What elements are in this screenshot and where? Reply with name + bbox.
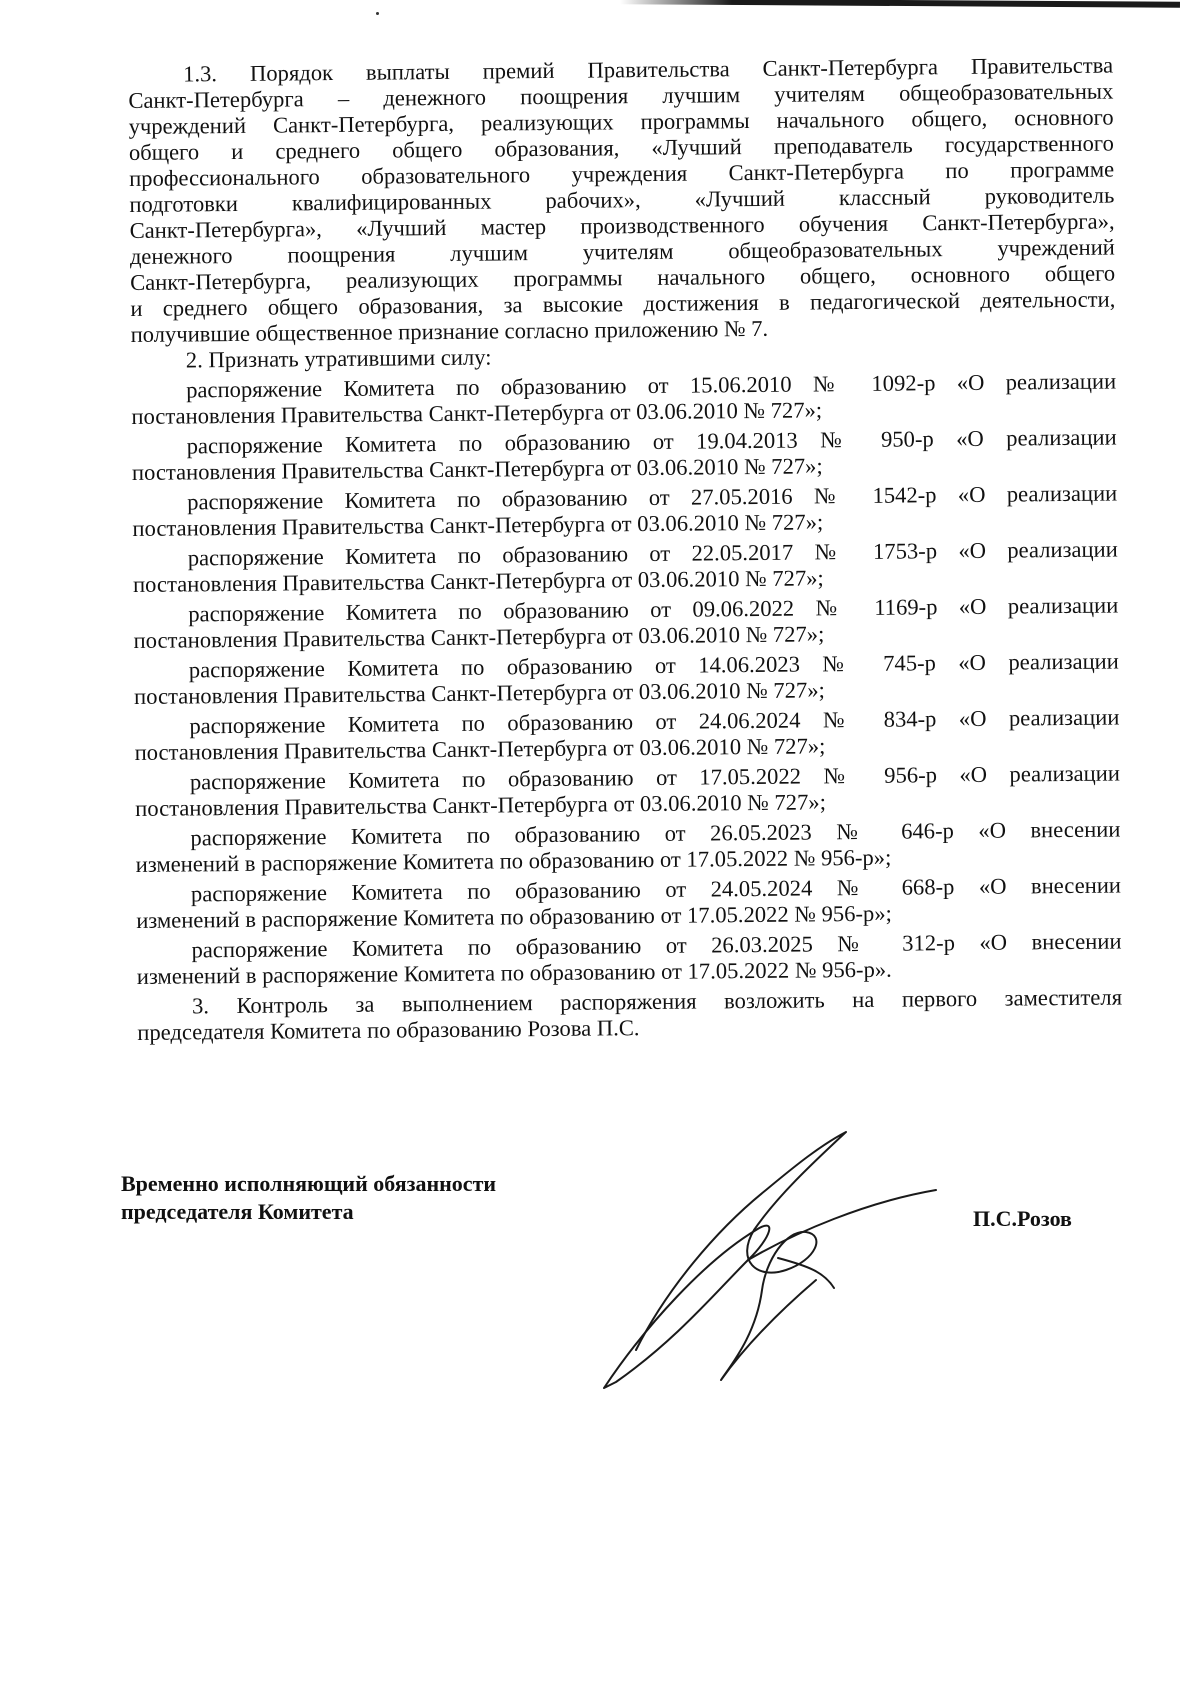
scan-speck — [376, 12, 379, 15]
paragraph-line: и среднего общего образования, за высокие достижения в педагогической деятельности, — [130, 286, 1116, 321]
paragraph-line: Санкт-Петербурга, реализующих программы начального общего, основного общего — [129, 260, 1116, 295]
paragraph-line: 3. Контроль за выполнением распоряжения возложить на первого заместителя — [191, 984, 1123, 1019]
signatory-title-line: председателя Комитета — [121, 1199, 354, 1224]
list-item-line: распоряжение Комитета по образованию от 26.03.2025 № 312-р «О внесении — [191, 928, 1122, 963]
signature-block — [121, 1170, 1121, 1410]
paragraph-line: подготовки квалифицированных рабочих», «Лучший классный руководитель — [129, 182, 1115, 217]
signatory-title-line: Временно исполняющий обязанности — [121, 1171, 497, 1196]
signatory-title — [121, 1170, 496, 1226]
handwritten-signature — [516, 1120, 956, 1410]
paragraph-line: денежного поощрения лучшим учителям общеобразовательных учреждений — [129, 234, 1115, 269]
list-item — [136, 873, 1121, 934]
list-item — [133, 537, 1118, 598]
list-item — [134, 649, 1119, 710]
section-3 — [137, 985, 1122, 1046]
paragraph-line: общего и среднего общего образования, «Лучший преподаватель государственного — [128, 130, 1114, 165]
list-item-line: изменений в распоряжение Комитета по образованию от 17.05.2022 № 956-р»; — [135, 844, 892, 877]
paragraph-line: профессионального образовательного учреждения Санкт-Петербурга по программе — [128, 156, 1115, 191]
list-item-line: распоряжение Комитета по образованию от 17.05.2022 № 956-р «О реализации — [189, 760, 1120, 795]
section-2-heading: 2. Признать утратившими силу: — [185, 344, 492, 373]
repealed-orders-list — [131, 369, 1122, 990]
list-item-line: распоряжение Комитета по образованию от 22.05.2017 № 1753-р «О реализации — [187, 536, 1118, 571]
paragraph-line: Санкт-Петербурга – денежного поощрения лучшим учителям общеобразовательных — [128, 78, 1114, 113]
document-body — [128, 53, 1122, 1046]
list-item-line: изменений в распоряжение Комитета по образованию от 17.05.2022 № 956-р»; — [136, 900, 892, 933]
paragraph-line: председателя Комитета по образованию Розова П.С. — [137, 1015, 640, 1045]
list-item-line: постановления Правительства Санкт-Петербурга от 03.06.2010 № 727»; — [132, 565, 824, 597]
signatory-name: П.С.Розов — [973, 1206, 1072, 1231]
list-item-line: распоряжение Комитета по образованию от 19.04.2013 № 950-р «О реализации — [186, 424, 1117, 459]
list-item — [133, 593, 1118, 654]
list-item — [132, 425, 1117, 486]
list-item-line: распоряжение Комитета по образованию от 24.06.2024 № 834-р «О реализации — [189, 704, 1120, 739]
list-item-line: постановления Правительства Санкт-Петербурга от 03.06.2010 № 727»; — [133, 621, 825, 653]
paragraph-line: получившие общественное признание согласно приложению № 7. — [130, 315, 769, 347]
paragraph-line: 1.3. Порядок выплаты премий Правительства Санкт-Петербурга Правительства — [182, 52, 1114, 87]
paragraph-line: учреждений Санкт-Петербурга, реализующих программы начального общего, основного — [128, 104, 1114, 139]
list-item-line: постановления Правительства Санкт-Петербурга от 03.06.2010 № 727»; — [133, 677, 825, 709]
list-item — [134, 705, 1119, 766]
list-item — [135, 817, 1120, 878]
list-item-line: распоряжение Комитета по образованию от 27.05.2016 № 1542-р «О реализации — [187, 480, 1118, 515]
list-item-line: распоряжение Комитета по образованию от 15.06.2010 № 1092-р «О реализации — [186, 368, 1117, 403]
list-item-line: распоряжение Комитета по образованию от 09.06.2022 № 1169-р «О реализации — [188, 592, 1119, 627]
list-item — [132, 481, 1117, 542]
list-item-line: постановления Правительства Санкт-Петербурга от 03.06.2010 № 727»; — [131, 397, 823, 429]
list-item-line: изменений в распоряжение Комитета по образованию от 17.05.2022 № 956-р». — [136, 956, 892, 989]
list-item — [136, 929, 1121, 990]
list-item-line: распоряжение Комитета по образованию от 14.06.2023 № 745-р «О реализации — [188, 648, 1119, 683]
paragraph-line: Санкт-Петербурга», «Лучший мастер производственного обучения Санкт-Петербурга», — [129, 208, 1115, 243]
list-item-line: постановления Правительства Санкт-Петербурга от 03.06.2010 № 727»; — [134, 733, 826, 765]
list-item-line: постановления Правительства Санкт-Петербурга от 03.06.2010 № 727»; — [131, 453, 823, 485]
list-item-line: постановления Правительства Санкт-Петербурга от 03.06.2010 № 727»; — [132, 509, 824, 541]
list-item — [131, 369, 1116, 430]
list-item-line: постановления Правительства Санкт-Петербурга от 03.06.2010 № 727»; — [135, 789, 827, 821]
list-item — [135, 761, 1120, 822]
list-item-line: распоряжение Комитета по образованию от 26.05.2023 № 646-р «О внесении — [190, 816, 1121, 851]
section-1-3 — [128, 53, 1116, 348]
scan-edge — [620, 0, 1180, 8]
list-item-line: распоряжение Комитета по образованию от 24.05.2024 № 668-р «О внесении — [190, 872, 1122, 907]
